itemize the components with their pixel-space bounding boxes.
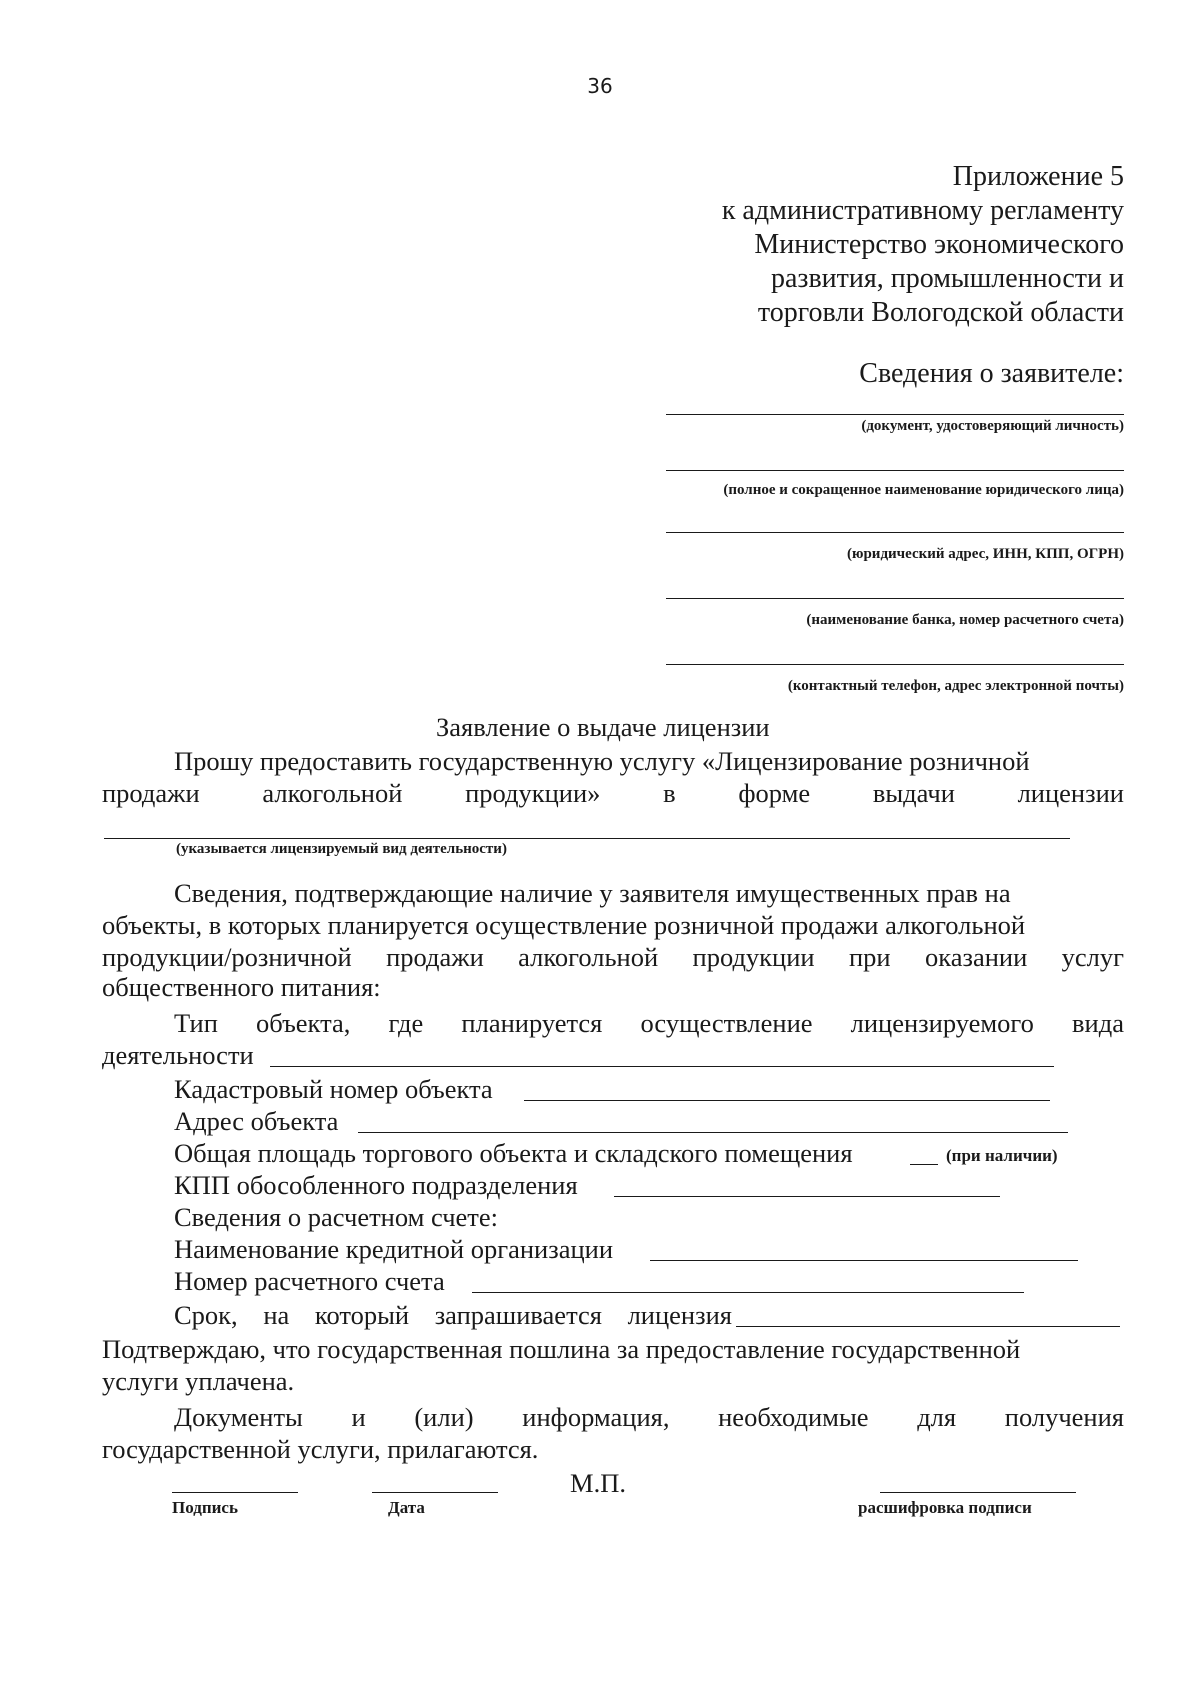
request-word: продукции» [465,778,601,808]
documents-word: информация, [522,1402,670,1432]
address-field[interactable] [358,1132,1068,1133]
documents-word: получения [1004,1402,1124,1432]
object-type-word: лицензируемого [850,1008,1034,1038]
term-word: Срок, [174,1300,238,1330]
term-word: лицензия [627,1300,732,1330]
address-label: Адрес объекта [174,1106,339,1136]
documents-word: (или) [414,1402,474,1432]
request-word: в [663,778,676,808]
appendix-line-5: торговли Вологодской области [757,297,1124,328]
request-word: продажи [102,778,200,808]
applicant-address-line[interactable] [666,532,1124,533]
applicant-contact-caption: (контактный телефон, адрес электронной почты) [787,678,1124,694]
object-type-word: осуществление [640,1008,813,1038]
applicant-id-caption: (документ, удостоверяющий личность) [861,418,1124,434]
documents-word: и [351,1402,366,1432]
confirm-line-2: услуги уплачена. [102,1366,295,1396]
object-type-word: вида [1072,1008,1124,1038]
object-type-field[interactable] [270,1066,1054,1067]
bank-name-label: Наименование кредитной организации [174,1234,614,1264]
signature-decode-label: расшифровка подписи [858,1498,1032,1517]
statement-title: Заявление о выдаче лицензии [436,712,770,742]
object-type-line-1 [174,1008,1124,1039]
signature-field[interactable] [172,1492,298,1493]
applicant-info-title: Сведения о заявителе: [859,358,1124,389]
property-word: услуг [1061,942,1124,972]
request-word: алкогольной [262,778,403,808]
documents-line-2: государственной услуги, прилагаются. [102,1434,539,1464]
account-number-field[interactable] [472,1292,1024,1293]
property-word: при [848,942,891,972]
kpp-label: КПП обособленного подразделения [174,1170,578,1200]
request-word: выдачи [872,778,955,808]
request-word: лицензии [1017,778,1124,808]
appendix-line-3: Министерство экономического [754,229,1124,260]
property-word: продукции [692,942,815,972]
confirm-line-1: Подтверждаю, что государственная пошлина за предоставление государственной [102,1334,1021,1364]
property-line-1: Сведения, подтверждающие наличие у заявителя имущественных прав на [174,878,1011,908]
activity-type-caption: (указывается лицензируемый вид деятельности) [176,841,507,857]
documents-line-1 [174,1402,1124,1433]
term-word: запрашивается [434,1300,602,1330]
applicant-bank-caption: (наименование банка, номер расчетного счета) [806,612,1124,628]
object-type-line-2: деятельности [102,1040,254,1070]
object-type-word: Тип [174,1008,218,1038]
date-field[interactable] [372,1492,498,1493]
term-word: который [314,1300,410,1330]
bank-name-field[interactable] [650,1260,1078,1261]
applicant-id-line[interactable] [666,414,1124,415]
term-word: на [263,1300,290,1330]
object-type-word: где [388,1008,424,1038]
applicant-contact-line[interactable] [666,664,1124,665]
area-label: Общая площадь торгового объекта и складского помещения [174,1138,853,1168]
object-type-word: планируется [461,1008,603,1038]
request-line-1: Прошу предоставить государственную услугу «Лицензирование розничной [174,746,1030,776]
kpp-field[interactable] [614,1196,1000,1197]
stamp-label: М.П. [570,1468,626,1498]
property-word: продажи [386,942,484,972]
property-word: алкогольной [518,942,659,972]
request-word: форме [738,778,811,808]
request-line-2 [102,778,1124,809]
property-line-2: объекты, в которых планируется осуществление розничной продажи алкогольной [102,910,1026,940]
activity-type-line[interactable] [104,838,1070,839]
term-label [174,1300,732,1331]
property-line-3 [102,942,1124,973]
cadastral-field[interactable] [524,1100,1050,1101]
applicant-address-caption: (юридический адрес, ИНН, КПП, ОГРН) [847,546,1124,562]
applicant-bank-line[interactable] [666,598,1124,599]
property-word: продукции/розничной [102,942,352,972]
term-field[interactable] [736,1326,1120,1327]
documents-word: для [917,1402,957,1432]
page-number: 36 [587,74,613,98]
object-type-word: объекта, [256,1008,351,1038]
account-number-label: Номер расчетного счета [174,1266,445,1296]
cadastral-label: Кадастровый номер объекта [174,1074,493,1104]
appendix-line-2: к административному регламенту [721,195,1124,226]
documents-word: необходимые [718,1402,869,1432]
area-field[interactable] [910,1164,938,1165]
area-note: (при наличии) [946,1146,1058,1165]
applicant-name-line[interactable] [666,470,1124,471]
documents-word: Документы [174,1402,303,1432]
property-word: оказании [924,942,1028,972]
appendix-title: Приложение 5 [952,161,1124,192]
signature-decode-field[interactable] [880,1492,1076,1493]
property-line-4: общественного питания: [102,972,381,1002]
signature-label: Подпись [172,1498,238,1517]
applicant-name-caption: (полное и сокращенное наименование юридического лица) [723,482,1124,498]
appendix-line-4: развития, промышленности и [770,263,1124,294]
date-label: Дата [388,1498,425,1517]
account-info-label: Сведения о расчетном счете: [174,1202,499,1232]
appendix-header [424,160,1124,330]
